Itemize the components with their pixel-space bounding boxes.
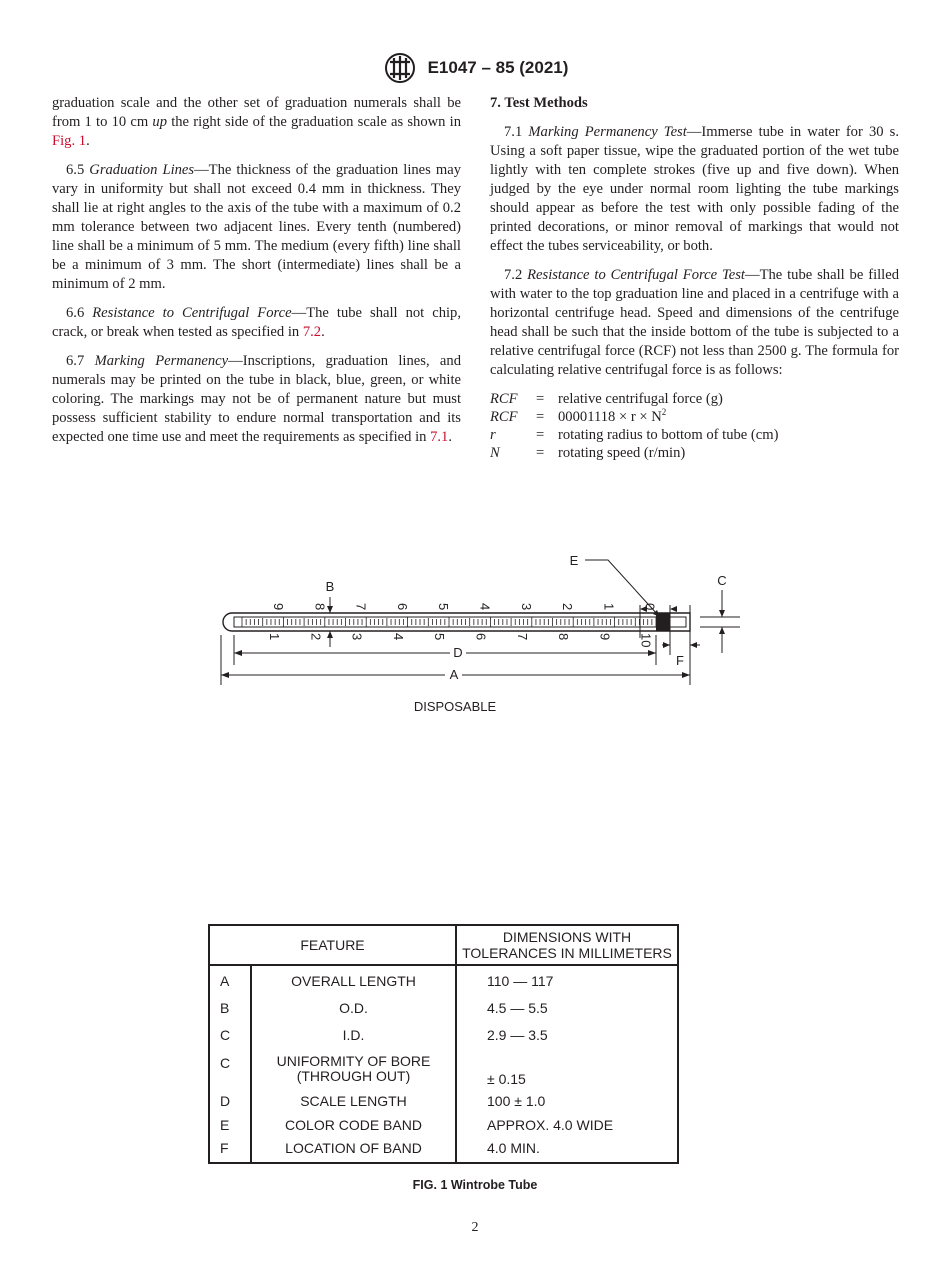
formula-row: RCF = $00001118 \times r \times N^2$ [490,407,667,425]
top-numeral: 8 [312,603,328,611]
top-numeral: 0 [642,603,658,611]
bottom-numeral: 2 [308,633,324,641]
tube-outline [223,613,690,631]
formula-row: RCF = relative centrifugal force (g) [490,391,723,407]
page-header [0,52,950,84]
label-f: F [676,653,684,668]
top-numeral: 9 [271,603,286,611]
fig-1-link[interactable]: Fig. 1 [52,133,87,149]
label-c: C [717,573,727,588]
top-numeral: 3 [518,603,534,611]
bottom-numeral: 10 [638,633,654,648]
paragraph-continuation: graduation scale and the other set of graduation numerals shall be from 1 to 10 cm up the right side of the graduation scale as shown in Fig. 1. [52,95,461,149]
label-a: A [449,667,459,682]
paragraph-6-5: 6.5 Graduation Lines—The thickness of the graduation lines may vary in uniformity but shall not exceed 0.4 mm in thickness. They shall lie at right angles to the axis of the tube with a maximum of 0.2 mm tolerance between two adjacent lines. Every tenth (numbered) line shall be a minimum of 5 mm. The medium (every fifth) line shall be a minimum of 3 mm. The short (intermediate) lines shall be a minimum of 2 mm. [52,162,462,292]
astm-logo-icon [382,52,418,84]
wintrobe-tube-figure [200,545,760,725]
table-header-row [209,925,678,965]
left-column [52,94,461,457]
document-designation: E1047 – 85 (2021) [427,58,569,77]
label-b: B [325,579,335,594]
table-row: E COLOR CODE BAND APPROX. 4.0 WIDE [209,1113,678,1137]
bottom-numeral: 6 [473,633,489,641]
page-number: 2 [471,1220,479,1235]
tube-bore [234,617,686,627]
paragraph-6-6: 6.6 Resistance to Centrifugal Force—The tube shall not chip, crack, or break when tested as specified in 7.2. [52,305,461,340]
table-row: F LOCATION OF BAND 4.0 MIN. [209,1137,678,1163]
section-7-1-link[interactable]: 7.1 [430,429,449,445]
dimensions-table [208,924,679,1164]
bottom-numeral: 9 [597,633,613,641]
bottom-numeral: 4 [390,633,406,641]
top-numeral: 5 [436,603,452,611]
tube-drawing [200,545,760,725]
label-d: D [453,645,463,660]
top-numeral: 1 [601,603,617,611]
top-numeral: 2 [560,603,576,611]
bottom-numeral: 7 [514,633,530,641]
table-row: A OVERALL LENGTH 110 — 117 [209,965,678,995]
figure-caption: FIG. 1 Wintrobe Tube [412,1178,538,1192]
table-row: C UNIFORMITY OF BORE (THROUGH OUT) ± 0.15 [209,1049,678,1089]
paragraph-6-7: 6.7 Marking Permanency—Inscriptions, graduation lines, and numerals may be printed on the tube in black, blue, green, or white coloring. The markings may not be of permanent nature but must possess sufficient stability to endure normal transportation and its expected one time use and meet the requirements as specified in 7.1. [52,353,462,445]
section-7-2-link[interactable]: 7.2 [302,324,322,340]
table-row: C I.D. 2.9 — 3.5 [209,1021,678,1049]
table-row: B O.D. 4.5 — 5.5 [209,995,678,1021]
top-numeral: 4 [477,603,493,611]
section-heading: 7. Test Methods [490,95,588,111]
bottom-numeral: 8 [556,633,572,641]
bottom-numeral: 1 [267,633,282,641]
label-e: E [569,553,579,568]
formula-block [490,390,899,462]
paragraph-7-2: 7.2 Resistance to Centrifugal Force Test—The tube shall be filled with water to the top graduation line and placed in a centrifuge with a horizontal centrifuge head. Speed and dimensions of the centrifuge head shall be such that the inside bottom of the tube is subjected to a relative centrifugal force (RCF) not less than 2500 g. The formula for calculating relative centrifugal force is as follows: [490,267,900,378]
header-dimensions: DIMENSIONS WITH TOLERANCES IN MILLIMETERS [456,925,678,965]
paragraph-7-1: 7.1 Marking Permanency Test—Immerse tube in water for 30 s. Using a soft paper tissue, wipe the graduated portion of the wet tube lightly with ten complete strokes (five up and five down). When judged by the eye under normal room lighting the tube markings should appear as before the test with only possible fading of the printed decorations, or minor removal of markings that would not effect the tubes serviceability, or both. [490,124,899,254]
formula-row: r = rotating radius to bottom of tube (cm) [490,427,779,443]
figure-label-disposable: DISPOSABLE [413,699,497,714]
table-row: D SCALE LENGTH 100 ± 1.0 [209,1089,678,1113]
top-numeral: 7 [353,603,369,611]
bottom-numeral: 5 [432,633,448,641]
right-column [490,94,899,462]
top-numeral: 6 [394,603,410,611]
bottom-numeral: 3 [349,633,365,641]
formula-row: N = rotating speed (r/min) [490,445,686,461]
header-feature: FEATURE [209,925,456,965]
